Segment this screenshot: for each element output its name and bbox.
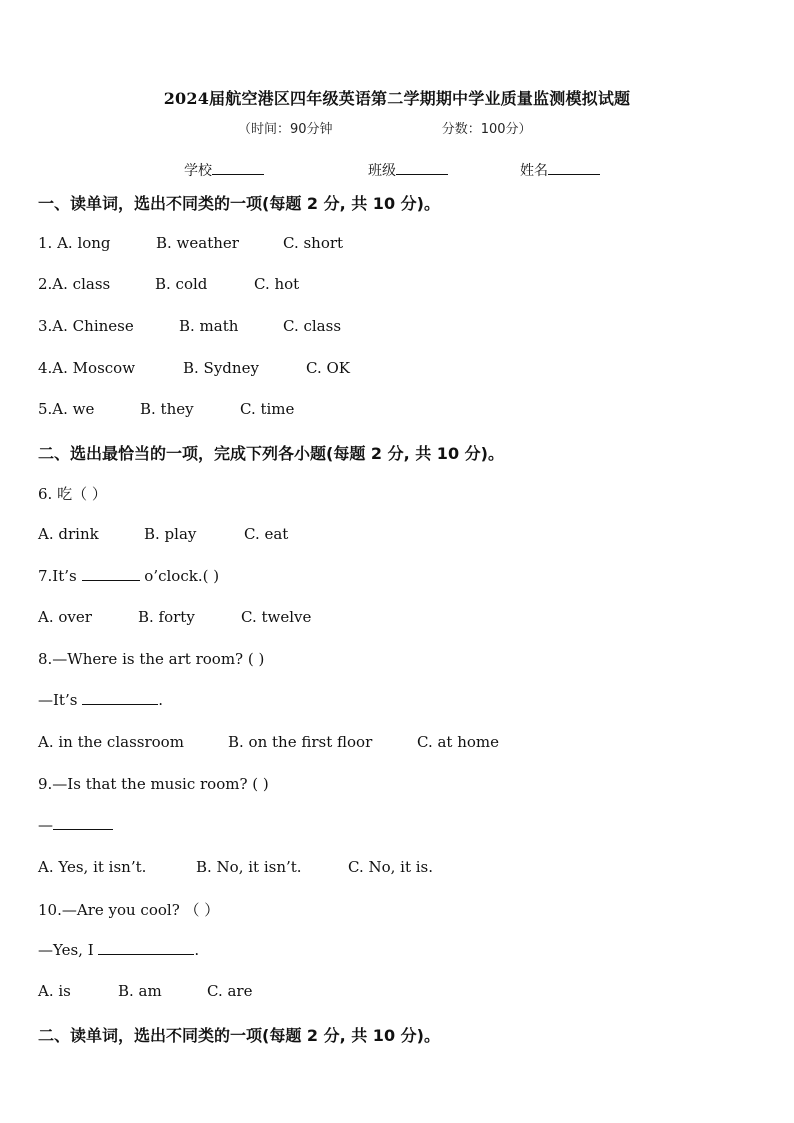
q9-option-a: A. Yes, it isn’t. [38, 858, 147, 876]
class-blank[interactable] [396, 160, 448, 175]
q3-option-a: 3.A. Chinese [38, 317, 134, 335]
q9-answer-blank[interactable] [53, 816, 113, 830]
q7-option-a: A. over [38, 608, 92, 626]
name-field [520, 160, 600, 180]
q3-option-c: C. class [283, 317, 342, 335]
q7-stem-start: 7.It’s [38, 567, 77, 585]
time-limit: （时间：90分钟 [238, 122, 333, 137]
name-label: 姓名 [520, 163, 548, 179]
q5-option-c: C. time [240, 400, 295, 418]
q9-answer-start: — [38, 816, 53, 834]
question-8-stem: 8.—Where is the art room? ( ) [38, 650, 265, 668]
question-10-stem: 10.—Are you cool? （ ） [38, 901, 220, 919]
question-7-options [38, 608, 311, 626]
exam-title: 2024届航空港区四年级英语第二学期期中学业质量监测模拟试题 [163, 89, 631, 108]
q10-option-b: B. am [118, 982, 162, 1000]
q9-option-c: C. No, it is. [348, 858, 434, 876]
question-1 [38, 234, 343, 252]
question-3 [38, 317, 341, 335]
question-9-options [38, 858, 433, 876]
section1-heading: 一、读单词，选出不同类的一项(每题 2 分, 共 10 分)。 [38, 194, 440, 213]
question-4 [38, 359, 350, 377]
q1-option-a: 1. A. long [38, 234, 111, 252]
name-blank[interactable] [548, 160, 600, 175]
school-label: 学校 [184, 163, 212, 179]
question-9-answer [38, 816, 113, 834]
q2-option-b: B. cold [155, 275, 208, 293]
question-2 [38, 275, 299, 293]
q8-option-b: B. on the first floor [228, 733, 373, 751]
q8-answer-blank[interactable] [82, 691, 158, 705]
question-10-options [38, 982, 252, 1000]
q10-option-c: C. are [207, 982, 253, 1000]
question-9-stem: 9.—Is that the music room? ( ) [38, 775, 269, 793]
q2-option-a: 2.A. class [38, 275, 111, 293]
question-6-options [38, 525, 288, 543]
question-8-answer [38, 691, 163, 709]
q1-option-b: B. weather [156, 234, 239, 252]
q7-stem-end: o’clock.( ) [144, 567, 220, 585]
q7-option-b: B. forty [138, 608, 195, 626]
q6-option-c: C. eat [244, 525, 289, 543]
q5-option-a: 5.A. we [38, 400, 95, 418]
class-field [368, 160, 448, 180]
question-10-answer [38, 941, 199, 959]
class-label: 班级 [368, 163, 396, 179]
q7-option-c: C. twelve [241, 608, 312, 626]
q10-answer-blank[interactable] [98, 941, 194, 955]
q7-answer-blank[interactable] [82, 567, 140, 581]
q8-answer-end: . [158, 691, 163, 709]
q5-option-b: B. they [140, 400, 194, 418]
q6-option-a: A. drink [38, 525, 99, 543]
q10-answer-end: . [194, 941, 200, 959]
question-5 [38, 400, 294, 418]
q4-option-a: 4.A. Moscow [38, 359, 136, 377]
q3-option-b: B. math [179, 317, 239, 335]
q8-option-a: A. in the classroom [38, 733, 184, 751]
q2-option-c: C. hot [254, 275, 300, 293]
q8-answer-start: —It’s [38, 691, 78, 709]
q9-option-b: B. No, it isn’t. [196, 858, 302, 876]
q4-option-b: B. Sydney [183, 359, 259, 377]
q1-option-c: C. short [283, 234, 344, 252]
section3-heading: 二、读单词，选出不同类的一项(每题 2 分, 共 10 分)。 [38, 1026, 440, 1045]
question-7-stem [38, 567, 219, 585]
q6-option-b: B. play [144, 525, 197, 543]
section2-heading: 二、选出最恰当的一项，完成下列各小题(每题 2 分, 共 10 分)。 [38, 444, 504, 463]
question-6-stem: 6. 吃（ ） [38, 485, 107, 503]
school-blank[interactable] [212, 160, 264, 175]
total-score: 分数：100分） [441, 122, 532, 137]
q10-option-a: A. is [38, 982, 71, 1000]
q8-option-c: C. at home [417, 733, 500, 751]
q10-answer-start: —Yes, I [38, 941, 94, 959]
exam-meta [238, 118, 532, 137]
school-field [184, 160, 264, 180]
q4-option-c: C. OK [306, 359, 350, 377]
question-8-options [38, 733, 499, 751]
